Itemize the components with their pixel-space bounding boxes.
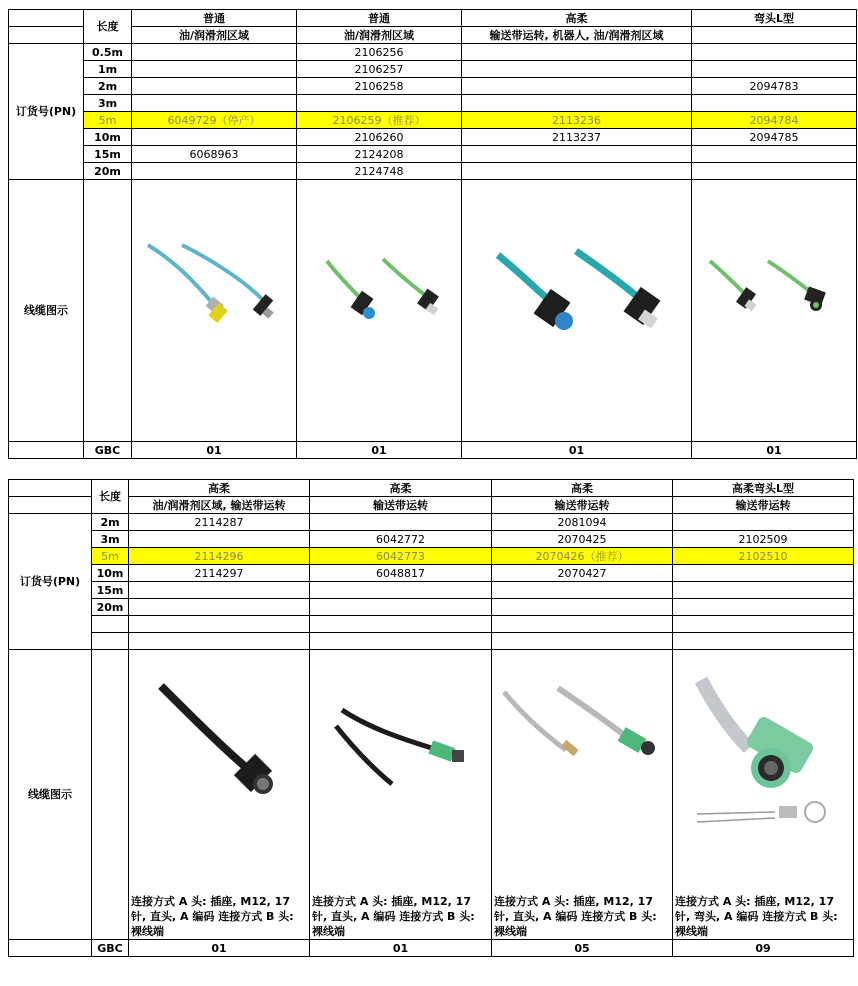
connector-description: 连接方式 A 头: 插座, M12, 17 针, 直头, A 编码 连接方式 B 头: 裸线端 [494,895,657,938]
pn-cell: 6048817 [310,565,492,582]
connector-description: 连接方式 A 头: 插座, M12, 17 针, 弯头, A 编码 连接方式 B 头: 裸线端 [675,895,838,938]
pn-cell: 2094785 [692,129,857,146]
pn-cell [310,514,492,531]
table-row [9,599,854,616]
pn-cell [132,129,297,146]
length-cell: 10m [84,129,132,146]
gbc-cell: 01 [692,442,857,459]
table-row [9,44,857,61]
table-row-highlighted [9,112,857,129]
length-cell: 15m [92,582,129,599]
pn-cell [462,146,692,163]
gbc-label: GBC [92,940,129,957]
blank-cell [92,650,129,940]
pn-cell: 2102510 [673,548,854,565]
cable-teal-pair-image [464,181,689,441]
table-row [9,582,854,599]
col-type: 高柔 [129,480,310,497]
pn-cell: 2094784 [692,112,857,129]
pn-cell: 6068963 [132,146,297,163]
pn-cell [310,599,492,616]
table-row [9,61,857,78]
table-row [9,531,854,548]
pn-cell: 2113236 [462,112,692,129]
pn-cell [673,599,854,616]
col-application [692,27,857,44]
table-row [9,514,854,531]
cable-grey-green-socket-image [494,666,670,894]
cable-black-socket-image [131,666,307,894]
pn-cell: 2106258 [297,78,462,95]
cable-image-cell [692,180,857,442]
gbc-cell: 05 [492,940,673,957]
order-no-label: 订货号(PN) [9,44,84,180]
gbc-cell: 01 [132,442,297,459]
cable-black-green-socket-image [312,666,488,894]
col-type: 普通 [132,10,297,27]
pn-cell: 2114287 [129,514,310,531]
table-row [9,163,857,180]
pn-cell [129,599,310,616]
col-application: 输送带运转, 机器人, 油/润滑剂区域 [462,27,692,44]
pn-cell [492,582,673,599]
pn-cell: 6042773 [310,548,492,565]
gbc-label: GBC [84,442,132,459]
table-row [9,616,854,633]
pn-cell [692,44,857,61]
pn-cell: 2102509 [673,531,854,548]
pn-cell [462,163,692,180]
pn-cell [673,616,854,633]
pn-cell: 2124748 [297,163,462,180]
pn-cell [297,95,462,112]
length-cell: 2m [92,514,129,531]
col-type: 高柔 [492,480,673,497]
cable-table-2 [8,479,854,957]
length-header: 长度 [84,10,132,44]
col-application: 油/润滑剂区域 [132,27,297,44]
order-no-label: 订货号(PN) [9,514,92,650]
cable-image-label: 线缆图示 [9,180,84,442]
blank-cell [9,27,84,44]
pn-cell [492,599,673,616]
pn-cell [132,61,297,78]
length-cell: 3m [84,95,132,112]
blank-cell [9,442,84,459]
length-cell [92,633,129,650]
length-cell: 3m [92,531,129,548]
pn-cell: 2070426（推荐） [492,548,673,565]
blank-cell [9,480,92,497]
cable-green-angled-image [694,181,854,441]
pn-cell: 2113237 [462,129,692,146]
pn-cell: 2114297 [129,565,310,582]
col-application: 输送带运转 [310,497,492,514]
pn-cell [129,582,310,599]
pn-cell [462,44,692,61]
pn-cell [132,44,297,61]
pn-cell [673,565,854,582]
pn-cell [132,95,297,112]
cable-green-pair-image [299,181,459,441]
table-row [9,146,857,163]
pn-cell: 2070425 [492,531,673,548]
col-type: 普通 [297,10,462,27]
gbc-cell: 01 [462,442,692,459]
connector-description: 连接方式 A 头: 插座, M12, 17 针, 直头, A 编码 连接方式 B 头: 裸线端 [312,895,475,938]
table-row [9,78,857,95]
pn-cell [462,95,692,112]
pn-cell: 2081094 [492,514,673,531]
length-cell: 2m [84,78,132,95]
pn-cell [132,78,297,95]
pn-cell: 6042772 [310,531,492,548]
blank-cell [9,497,92,514]
pn-cell [310,616,492,633]
pn-cell [692,95,857,112]
length-cell: 15m [84,146,132,163]
length-cell: 0.5m [84,44,132,61]
cable-blue-ethernet-image [134,181,294,441]
table-row [9,95,857,112]
pn-cell [462,61,692,78]
gbc-cell: 09 [673,940,854,957]
cable-grey-angled-socket-image [675,666,851,894]
table-row [9,633,854,650]
gbc-cell: 01 [297,442,462,459]
pn-cell: 2094783 [692,78,857,95]
pn-cell [492,616,673,633]
cable-image-cell [673,650,854,940]
pn-cell [673,582,854,599]
length-cell: 10m [92,565,129,582]
table-row [9,565,854,582]
cable-table-1 [8,9,857,459]
pn-cell [692,61,857,78]
col-type: 高柔 [310,480,492,497]
pn-cell [132,163,297,180]
pn-cell: 2114296 [129,548,310,565]
pn-cell [129,531,310,548]
cable-image-cell [492,650,673,940]
cable-image-cell [310,650,492,940]
pn-cell [310,582,492,599]
connector-description: 连接方式 A 头: 插座, M12, 17 针, 直头, A 编码 连接方式 B 头: 裸线端 [131,895,294,938]
pn-cell: 2106256 [297,44,462,61]
pn-cell: 2106257 [297,61,462,78]
gbc-cell: 01 [310,940,492,957]
length-cell: 5m [84,112,132,129]
pn-cell [673,633,854,650]
blank-cell [9,10,84,27]
cable-image-cell [132,180,297,442]
gbc-cell: 01 [129,940,310,957]
cable-image-cell [129,650,310,940]
blank-cell [9,940,92,957]
col-type: 高柔 [462,10,692,27]
length-header: 长度 [92,480,129,514]
blank-cell [84,180,132,442]
col-type: 弯头L型 [692,10,857,27]
cable-image-cell [297,180,462,442]
pn-cell [673,514,854,531]
col-application: 输送带运转 [492,497,673,514]
pn-cell: 2124208 [297,146,462,163]
pn-cell [492,633,673,650]
col-application: 油/润滑剂区域 [297,27,462,44]
pn-cell [129,633,310,650]
pn-cell: 2070427 [492,565,673,582]
col-application: 输送带运转 [673,497,854,514]
pn-cell [692,146,857,163]
length-cell [92,616,129,633]
table-row-highlighted [9,548,854,565]
table-row [9,129,857,146]
pn-cell: 6049729（停产） [132,112,297,129]
cable-image-label: 线缆图示 [9,650,92,940]
pn-cell [462,78,692,95]
cable-image-cell [462,180,692,442]
length-cell: 20m [92,599,129,616]
length-cell: 5m [92,548,129,565]
length-cell: 1m [84,61,132,78]
pn-cell [692,163,857,180]
pn-cell [310,633,492,650]
pn-cell [129,616,310,633]
col-application: 油/润滑剂区域, 输送带运转 [129,497,310,514]
length-cell: 20m [84,163,132,180]
pn-cell: 2106260 [297,129,462,146]
pn-cell: 2106259（推荐） [297,112,462,129]
col-type: 高柔弯头L型 [673,480,854,497]
